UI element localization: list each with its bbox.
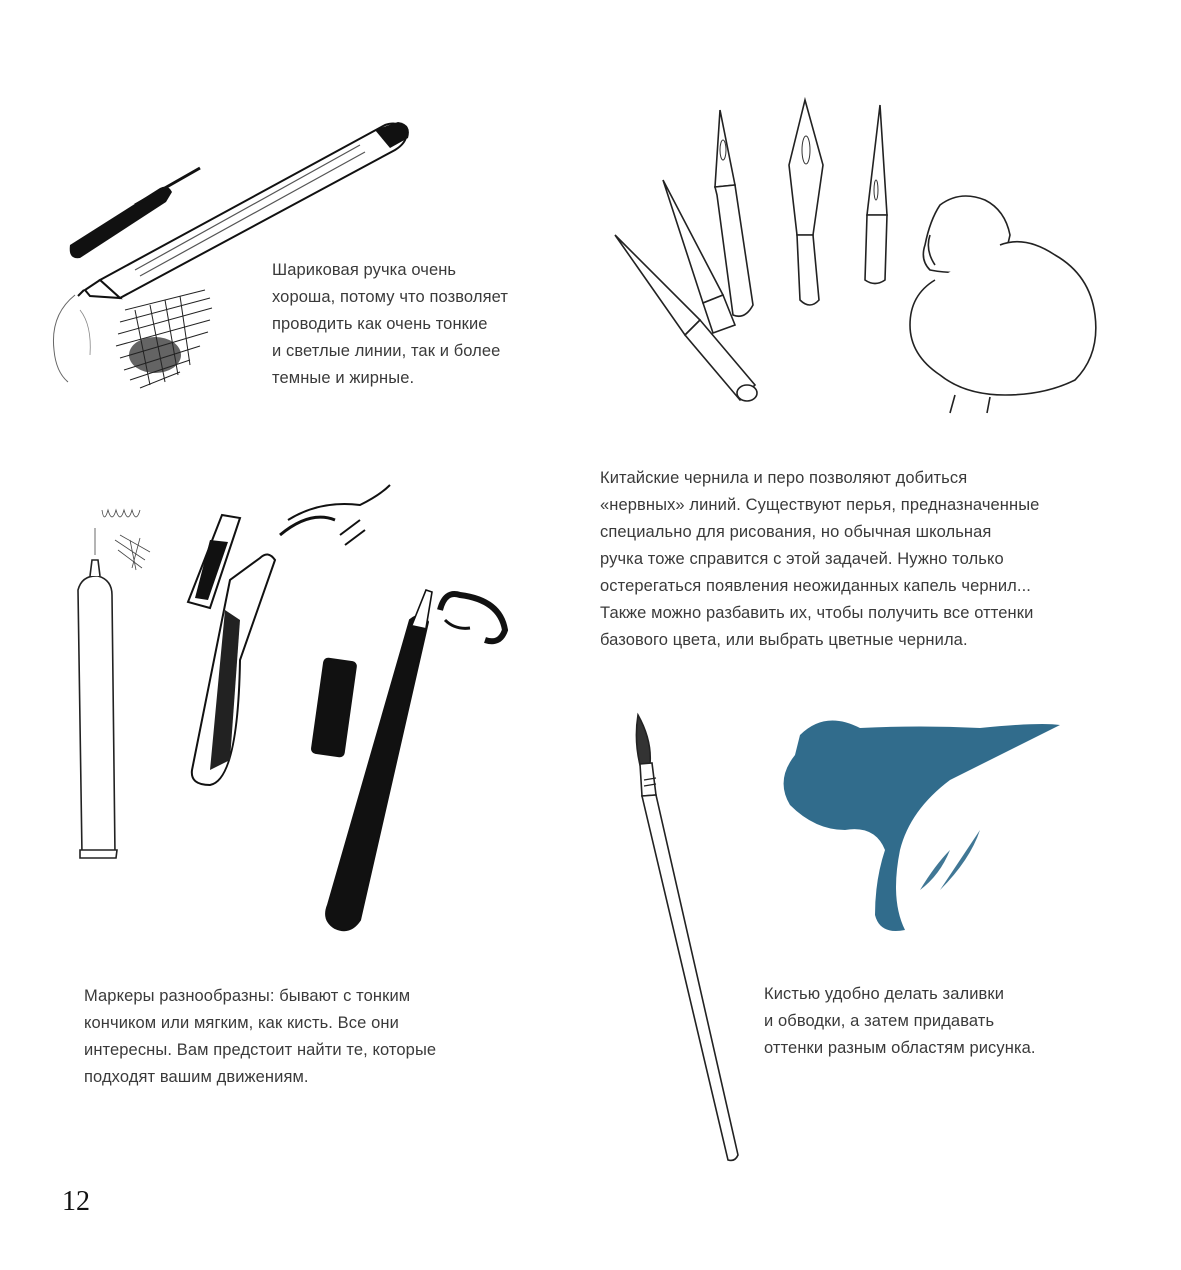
felt-marker bbox=[326, 590, 432, 930]
markers-caption bbox=[84, 983, 436, 1091]
paintbrush bbox=[636, 715, 738, 1160]
caption-line: базового цвета, или выбрать цветные чернила. bbox=[600, 631, 968, 649]
caption-line: Шариковая ручка очень bbox=[272, 261, 457, 279]
caption-line: и светлые линии, так и более bbox=[272, 342, 501, 360]
caption-line: оттенки разным областям рисунка. bbox=[764, 1039, 1036, 1057]
caption-line: «нервных» линий. Существуют перья, предназначенные bbox=[600, 496, 1040, 514]
caption-line: и обводки, а затем придавать bbox=[764, 1012, 995, 1030]
brush-caption bbox=[764, 981, 1036, 1062]
ink-caption bbox=[600, 465, 1039, 654]
markers-illustration bbox=[60, 480, 530, 950]
caption-line: подходят вашим движениям. bbox=[84, 1068, 309, 1086]
thin-stroke bbox=[53, 295, 75, 382]
caption-line: Маркеры разнообразны: бывают с тонким bbox=[84, 987, 411, 1005]
caption-line: Кистью удобно делать заливки bbox=[764, 985, 1005, 1003]
ballpoint-caption bbox=[272, 257, 508, 392]
caption-line: Также можно разбавить их, чтобы получить все оттенки bbox=[600, 604, 1034, 622]
caption-line: Китайские чернила и перо позволяют добиться bbox=[600, 469, 968, 487]
blue-ink-panther bbox=[784, 720, 1060, 931]
nib bbox=[865, 105, 887, 284]
brush-illustration bbox=[620, 700, 1080, 1170]
caption-line: специально для рисования, но обычная школьная bbox=[600, 523, 992, 541]
caption-line: интересны. Вам предстоит найти те, которые bbox=[84, 1041, 437, 1059]
caption-line: темные и жирные. bbox=[272, 369, 415, 387]
caption-line: проводить как очень тонкие bbox=[272, 315, 488, 333]
nib bbox=[715, 110, 753, 316]
marker-cap bbox=[311, 658, 356, 757]
dip-pen-nibs-illustration bbox=[605, 95, 1105, 415]
caption-line: ручка тоже справится с этой задачей. Нужно только bbox=[600, 550, 1004, 568]
caption-line: хороша, потому что позволяет bbox=[272, 288, 508, 306]
page-number: 12 bbox=[62, 1186, 90, 1217]
caption-line: остерегаться появления неожиданных капель чернил... bbox=[600, 577, 1031, 595]
nib bbox=[789, 100, 823, 305]
sheep-drawing bbox=[910, 196, 1096, 413]
caption-line: кончиком или мягким, как кисть. Все они bbox=[84, 1014, 399, 1032]
fineliner-marker bbox=[78, 560, 117, 858]
